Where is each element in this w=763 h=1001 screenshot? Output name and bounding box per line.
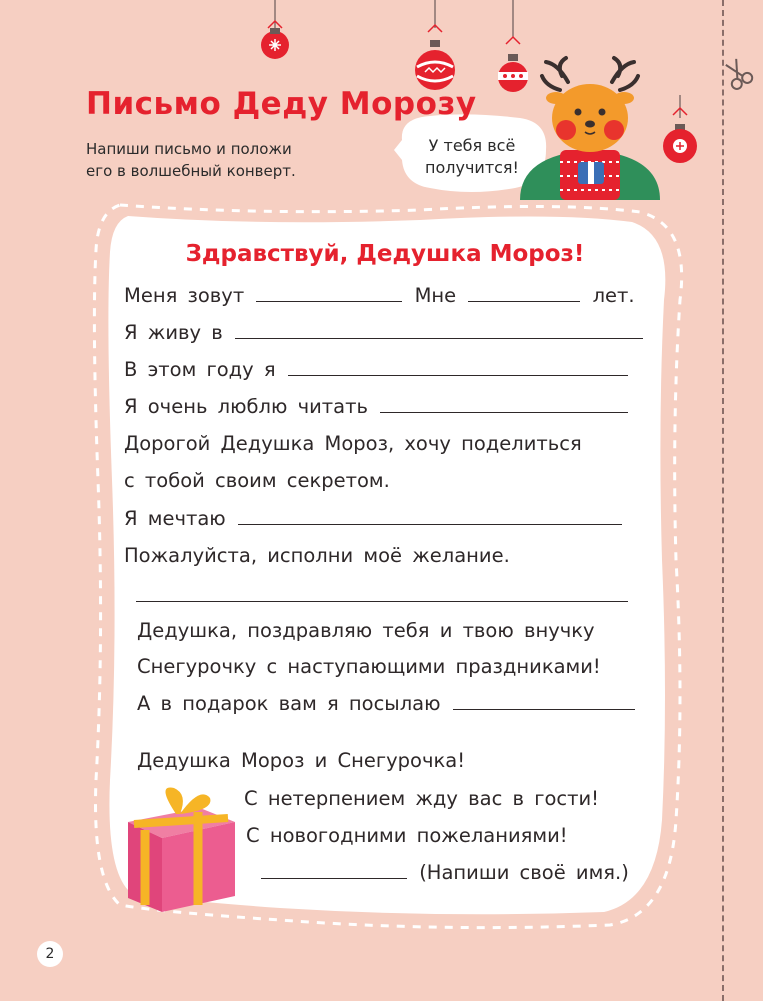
letter-text: лет. <box>592 284 635 307</box>
letter-text: В этом году я <box>124 358 276 381</box>
name-field[interactable] <box>256 283 402 302</box>
letter-line-year <box>124 355 630 385</box>
letter-text: Я очень люблю читать <box>124 395 368 418</box>
letter-line: С нетерпением жду вас в гости! <box>244 787 599 810</box>
cut-line <box>722 0 724 1001</box>
city-field[interactable] <box>235 320 643 339</box>
letter-text: А в подарок вам я посылаю <box>137 692 441 715</box>
letter-line: Снегурочку с наступающими праздниками! <box>137 655 601 678</box>
signature-field[interactable] <box>261 860 407 879</box>
letter-text: Я мечтаю <box>124 507 226 530</box>
letter-line-name <box>124 281 635 311</box>
bubble-line: У тебя всё <box>428 136 516 155</box>
gift-field[interactable] <box>453 691 635 710</box>
ornament-icon <box>663 95 697 163</box>
reading-field[interactable] <box>380 394 628 413</box>
letter-line-dream <box>124 504 624 534</box>
letter-line: Дедушка, поздравляю тебя и твою внучку <box>137 619 595 642</box>
dream-field[interactable] <box>238 506 622 525</box>
year-field[interactable] <box>288 357 628 376</box>
letter-line: Пожалуйста, исполни моё желание. <box>124 544 510 567</box>
subtitle-line: Напиши письмо и положи <box>86 140 292 158</box>
scissors-icon <box>721 56 754 90</box>
letter-text: Меня зовут <box>124 284 245 307</box>
ornament-icon <box>261 0 289 59</box>
age-field[interactable] <box>468 283 580 302</box>
bubble-line: получится! <box>425 158 519 177</box>
speech-bubble-text <box>397 121 547 193</box>
letter-text: (Напиши своё имя.) <box>419 861 629 884</box>
letter-greeting: Здравствуй, Дедушка Мороз! <box>185 241 585 267</box>
page-number: 2 <box>37 941 63 967</box>
letter-text: Мне <box>414 284 457 307</box>
wish-field[interactable] <box>136 601 628 602</box>
letter-line: Дедушка Мороз и Снегурочка! <box>137 749 466 772</box>
letter-line: С новогодними пожеланиями! <box>246 824 568 847</box>
letter-line-reading <box>124 392 630 422</box>
letter-line: с тобой своим секретом. <box>124 469 390 492</box>
letter-text: Я живу в <box>124 321 223 344</box>
ornament-icon <box>415 0 455 90</box>
letter-line-signature <box>259 858 629 888</box>
letter-line-gift <box>137 689 637 719</box>
page-subtitle <box>86 138 296 182</box>
subtitle-line: его в волшебный конверт. <box>86 162 296 180</box>
ornament-icon <box>498 0 528 92</box>
page-title: Письмо Деду Морозу <box>86 86 477 122</box>
letter-line: Дорогой Дедушка Мороз, хочу поделиться <box>124 432 582 455</box>
letter-line-city <box>124 318 645 348</box>
